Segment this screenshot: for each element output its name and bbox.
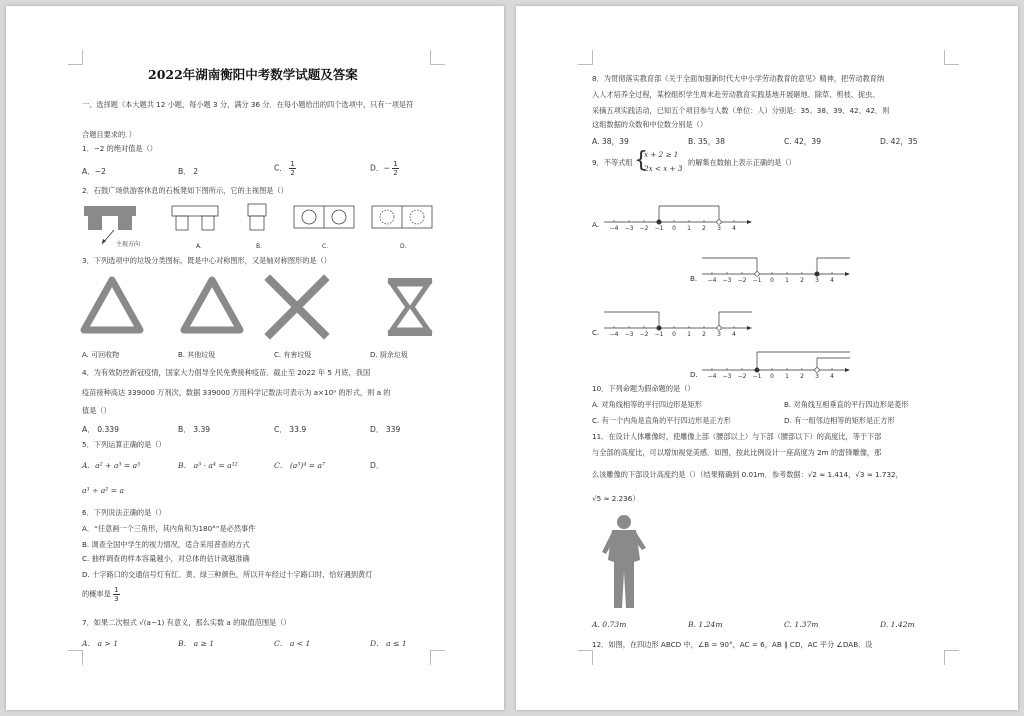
closed-point — [657, 326, 661, 330]
q9-stem-b: 的解集在数轴上表示正确的是（） — [688, 158, 796, 167]
crop-mark — [430, 650, 445, 665]
tick-label: −3 — [722, 277, 732, 284]
q11-option-d: D. 1.42m — [880, 620, 915, 629]
q10-stem: 10．下列命题为假命题的是（） — [592, 384, 695, 393]
numerator: 1 — [290, 160, 295, 168]
q9-inequality-2: 2x < x + 3 — [644, 164, 683, 173]
q8-line4: 这组数据的众数和中位数分别是（） — [592, 120, 708, 129]
q1-option-b: B． 2 — [178, 167, 199, 176]
tick-label: −2 — [639, 225, 649, 232]
q9-brace: { — [634, 148, 648, 173]
q11-line4: √5 ≈ 2.236） — [592, 494, 640, 503]
open-point — [717, 220, 721, 224]
tick-label: −1 — [752, 277, 762, 284]
q10-option-b: B. 对角线互相垂直的平行四边形是菱形 — [784, 400, 909, 409]
q9-label-c: C. — [592, 328, 600, 337]
q2-label-b: B. — [256, 243, 263, 250]
tick-label: −4 — [609, 225, 619, 232]
q2-stem: 2．石鼓广场供游客休息的石板凳如下图所示，它的主视图是（） — [82, 186, 288, 195]
open-point — [755, 272, 759, 276]
crop-mark — [578, 650, 593, 665]
q5-option-b: B． a³ · a⁴ = a¹² — [178, 461, 238, 470]
open-point — [717, 326, 721, 330]
q7-option-c: C． a < 1 — [274, 639, 311, 648]
q4-option-d: D． 339 — [370, 425, 401, 434]
axis-arrow — [747, 326, 752, 330]
section-heading-cont: 合题目要求的．） — [82, 130, 136, 139]
tick-label: −2 — [639, 331, 649, 338]
option-c-figure — [294, 206, 354, 228]
denominator: 2 — [393, 169, 398, 177]
q11-line3: 么该雕像的下部设计高度约是（）（结果精确到 0.01m．参考数据：√2 ≈ 1.414，√3 ≈ 1.732， — [592, 470, 903, 479]
axis-arrow — [845, 368, 850, 372]
tick-label: −3 — [624, 225, 634, 232]
tick-label: 3 — [815, 373, 819, 380]
crop-mark — [68, 650, 83, 665]
q9-label-b: B. — [690, 274, 698, 283]
tick-label: 4 — [732, 331, 736, 338]
q11-line1: 11．在设计人体雕像时，使雕像上部（腰部以上）与下部（腰部以下）的高度比，等于下部 — [592, 432, 882, 441]
open-point — [815, 368, 819, 372]
q9-label-a: A. — [592, 220, 600, 229]
q7-option-b: B． a ≥ 1 — [178, 639, 215, 648]
tick-label: 0 — [770, 277, 774, 284]
q11-option-a: A. 0.73m — [592, 620, 627, 629]
tick-label: −4 — [707, 373, 717, 380]
q8-option-a: A. 38，39 — [592, 137, 629, 146]
q1-option-c-fraction — [289, 160, 295, 177]
crop-mark — [944, 50, 959, 65]
q5-option-d: D． — [370, 461, 384, 470]
recycle-icon — [84, 280, 140, 330]
tick-label: −2 — [737, 373, 747, 380]
q6-option-d-fraction — [113, 586, 119, 603]
tick-label: 2 — [800, 277, 804, 284]
numerator: 1 — [114, 586, 119, 594]
q10-option-c: C. 有一个内角是直角的平行四边形是正方形 — [592, 416, 731, 425]
other-waste-icon — [184, 280, 240, 330]
tick-label: 0 — [770, 373, 774, 380]
tick-label: −4 — [609, 331, 619, 338]
section-heading: 一、选择题（本大题共 12 小题，每小题 3 分，满分 36 分．在每小题给出的四个选项中，只有一项是符 — [82, 100, 414, 109]
document-title: 2022年湖南衡阳中考数学试题及答案 — [148, 67, 358, 82]
q3-option-b: B. 其他垃圾 — [178, 351, 216, 359]
tick-label: 2 — [702, 331, 706, 338]
q4-line3: 值是（） — [82, 406, 111, 415]
q6-option-c: C. 抽样调查的样本容量越小，对总体的估计就越准确 — [82, 554, 250, 563]
q3-recycle-icons — [82, 272, 442, 342]
q6-option-b: B. 调查全国中学生的视力情况，适合采用普查的方式 — [82, 540, 250, 549]
q1-option-a: A．−2 — [82, 167, 106, 176]
q4-line1: 4．为有效防控新冠疫情，国家大力倡导全民免费接种疫苗．截止至 2022 年 5 月底，我国 — [82, 368, 371, 377]
tick-label: 4 — [830, 373, 834, 380]
crop-mark — [430, 50, 445, 65]
q8-option-c: C. 42，39 — [784, 137, 822, 146]
tick-label: 0 — [672, 225, 676, 232]
kitchen-waste-icon — [388, 278, 432, 336]
q3-option-a: A. 可回收物 — [82, 351, 120, 359]
tick-label: −1 — [654, 225, 664, 232]
q10-option-d: D. 有一组邻边相等的矩形是正方形 — [784, 416, 895, 425]
q1-option-d — [370, 160, 399, 177]
tick-label: 0 — [672, 331, 676, 338]
tick-label: 1 — [687, 331, 691, 338]
q9-label-d: D. — [690, 370, 698, 379]
tick-label: 1 — [687, 225, 691, 232]
q6-option-d-line1: D. 十字路口的交通信号灯有红、黄、绿三种颜色，所以开车经过十字路口时，恰好遇到黄灯 — [82, 570, 373, 579]
q2-label-c: C. — [322, 243, 329, 250]
tick-label: −1 — [654, 331, 664, 338]
q6-option-d-text: 的概率是 — [82, 589, 111, 599]
document-page-right — [516, 6, 1018, 710]
hazardous-waste-icon — [270, 280, 324, 334]
tick-label: 4 — [732, 225, 736, 232]
q8-line3: 采摘五项实践活动，已知五个项目参与人数（单位：人）分别是：35、38、39、42、42．则 — [592, 106, 890, 115]
q5-option-c: C． (a³)⁴ = a⁷ — [274, 461, 326, 470]
q3-stem: 3．下列选项中的垃圾分类图标，既是中心对称图形，又是轴对称图形的是（） — [82, 256, 331, 265]
q6-option-d-line2 — [82, 586, 120, 603]
q8-line2: 入人才培养全过程，某校组织学生周末赴劳动教育实践基地开展砸地、除草、剪枝、捉虫、 — [592, 90, 880, 99]
q5-option-a: A．a² + a³ = a⁵ — [82, 461, 141, 470]
tick-label: −3 — [624, 331, 634, 338]
q11-line2: 与全部的高度比，可以增加视觉美感．如图，按此比例设计一座高度为 2m 的雷锋雕像，那 — [592, 448, 882, 457]
q3-option-c: C. 有害垃圾 — [274, 351, 312, 359]
denominator: 3 — [114, 595, 119, 603]
tick-label: 4 — [830, 277, 834, 284]
axis-arrow — [845, 272, 850, 276]
denominator: 2 — [290, 169, 295, 177]
number-line-a — [602, 198, 762, 232]
crop-mark — [578, 50, 593, 65]
q11-option-b: B. 1.24m — [688, 620, 723, 629]
q10-option-a: A. 对角线相等的平行四边形是矩形 — [592, 400, 702, 409]
q5-stem: 5．下列运算正确的是（） — [82, 440, 166, 449]
tick-label: 3 — [717, 225, 721, 232]
q1-option-d-label: D．− — [370, 163, 390, 173]
closed-point — [815, 272, 819, 276]
closed-point — [657, 220, 661, 224]
q5-option-d-formula: a³ ÷ a² = a — [82, 486, 125, 495]
q1-option-d-fraction — [392, 160, 398, 177]
number-line-d — [700, 346, 860, 380]
option-b-figure — [248, 204, 266, 230]
q9-stem-a: 9．不等式组 — [592, 158, 633, 167]
q4-option-c: C． 33.9 — [274, 425, 307, 434]
q8-option-b: B. 35，38 — [688, 137, 725, 146]
tick-label: 1 — [785, 373, 789, 380]
tick-label: 1 — [785, 277, 789, 284]
axis-arrow — [747, 220, 752, 224]
numerator: 1 — [393, 160, 398, 168]
q7-option-d: D． a ≤ 1 — [370, 639, 407, 648]
q7-option-a: A． a > 1 — [82, 639, 119, 648]
q6-stem: 6．下列说法正确的是（） — [82, 508, 166, 517]
q1-option-c-label: C． — [274, 163, 287, 173]
number-line-b — [700, 250, 860, 284]
number-line-c — [602, 304, 762, 338]
tick-label: 3 — [815, 277, 819, 284]
q2-label-a: A. — [196, 243, 202, 250]
tick-label: −3 — [722, 373, 732, 380]
q4-option-b: B． 3.39 — [178, 425, 211, 434]
q8-option-d: D. 42，35 — [880, 137, 918, 146]
q11-option-c: C. 1.37m — [784, 620, 819, 629]
tick-label: −2 — [737, 277, 747, 284]
q9-inequality-1: x + 2 ≥ 1 — [644, 150, 679, 159]
q2-label-d: D. — [400, 243, 407, 250]
tick-label: −1 — [752, 373, 762, 380]
q3-option-d: D. 厨余垃圾 — [370, 351, 408, 359]
tick-label: 3 — [717, 331, 721, 338]
tick-label: −4 — [707, 277, 717, 284]
q6-option-a: A．“任意画一个三角形，其内角和为180°”是必然事件 — [82, 524, 256, 533]
q2-arrow-label: 主视方向 — [116, 241, 141, 248]
document-page-left — [6, 6, 504, 710]
tick-label: 2 — [702, 225, 706, 232]
option-a-figure — [172, 206, 218, 230]
crop-mark — [944, 650, 959, 665]
q4-line2: 疫苗接种高达 339000 万剂次，数据 339000 万用科学记数法可表示为 a×10⁹ 的形式，则 a 的 — [82, 388, 391, 397]
option-d-figure — [372, 206, 432, 228]
closed-point — [755, 368, 759, 372]
q4-option-a: A． 0.339 — [82, 425, 119, 434]
q1-stem: 1．−2 的绝对值是（） — [82, 144, 157, 153]
q1-option-c — [274, 160, 296, 177]
statue-figure — [598, 512, 650, 612]
tick-label: 2 — [800, 373, 804, 380]
crop-mark — [68, 50, 83, 65]
stone-bench-figure — [84, 206, 136, 230]
q7-stem: 7．如果二次根式 √(a−1) 有意义，那么实数 a 的取值范围是（） — [82, 618, 291, 627]
q8-line1: 8．为贯彻落实教育部《关于全面加强新时代大中小学劳动教育的意见》精神，把劳动教育纳 — [592, 74, 885, 83]
q12-stem: 12．如图，在四边形 ABCD 中，∠B = 90°，AC = 6，AB ∥ CD，AC 平分 ∠DAB．设 — [592, 640, 873, 649]
